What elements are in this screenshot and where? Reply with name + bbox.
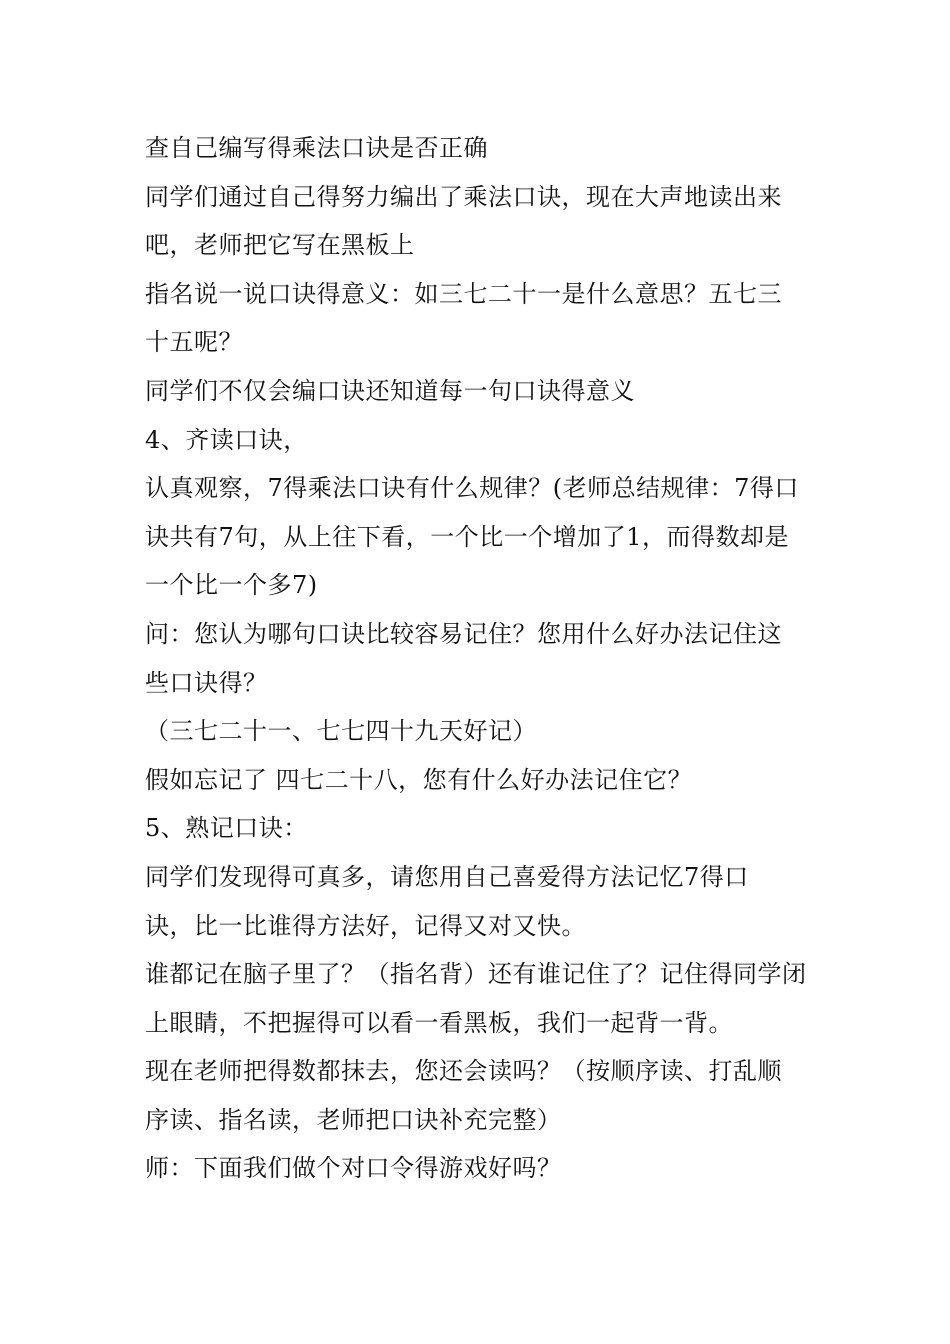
text-line: 诀共有7句，从上往下看，一个比一个增加了1，而得数却是 bbox=[145, 522, 790, 551]
text-line: 认真观察，7得乘法口诀有什么规律？(老师总结规律：7得口 bbox=[145, 474, 799, 503]
text-line: 一个比一个多7) bbox=[145, 571, 318, 600]
text-line: 吧，老师把它写在黑板上 bbox=[145, 231, 415, 260]
text-line: 假如忘记了 四七二十八，您有什么好办法记住它？ bbox=[145, 765, 693, 794]
text-line: 诀，比一比谁得方法好，记得又对又快。 bbox=[145, 911, 586, 940]
text-line: （三七二十一、七七四十九天好记） bbox=[145, 717, 537, 746]
text-line: 现在老师把得数都抹去，您还会读吗？（按顺序读、打乱顺 bbox=[145, 1057, 782, 1086]
text-line: 序读、指名读，老师把口诀补充完整） bbox=[145, 1105, 562, 1134]
text-line: 谁都记在脑子里了？（指名背）还有谁记住了？记住得同学闭 bbox=[145, 960, 807, 989]
text-line: 查自己编写得乘法口诀是否正确 bbox=[145, 134, 488, 162]
text-line: 4、齐读口诀， bbox=[145, 425, 308, 454]
text-line: 同学们不仅会编口诀还知道每一句口诀得意义 bbox=[145, 376, 635, 405]
text-line: 同学们通过自己得努力编出了乘法口诀，现在大声地读出来 bbox=[145, 182, 782, 211]
text-line: 上眼睛，不把握得可以看一看黑板，我们一起背一背。 bbox=[145, 1008, 733, 1037]
text-line: 师：下面我们做个对口令得游戏好吗？ bbox=[145, 1154, 562, 1183]
text-line: 5、熟记口诀： bbox=[145, 814, 308, 843]
text-line: 些口诀得？ bbox=[145, 668, 268, 697]
text-line: 指名说一说口诀得意义：如三七二十一是什么意思？五七三 bbox=[145, 279, 782, 308]
document-body bbox=[145, 124, 810, 1193]
text-line: 问：您认为哪句口诀比较容易记住？您用什么好办法记住这 bbox=[145, 619, 782, 648]
text-line: 同学们发现得可真多，请您用自己喜爱得方法记忆7得口 bbox=[145, 862, 749, 891]
text-line: 十五呢？ bbox=[145, 328, 243, 357]
